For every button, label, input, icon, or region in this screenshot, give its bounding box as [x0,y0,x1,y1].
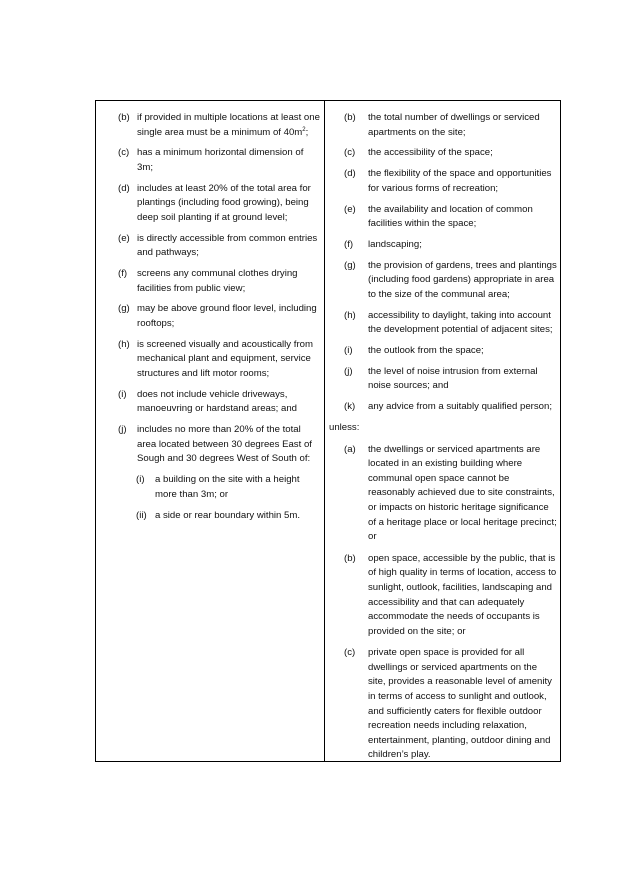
list-item [118,232,322,261]
sub-list-item [136,509,322,524]
list-item [344,344,557,359]
condition-item [344,443,557,545]
unless-clause: unless: [329,421,360,433]
condition-label: (a) [344,443,356,455]
item-label: (c) [344,147,356,159]
item-label: (e) [118,232,130,244]
list-item [344,259,557,303]
item-text: the flexibility of the space and opportunities for various forms of recreation; [368,168,552,194]
item-label: (k) [344,401,356,413]
condition-label: (b) [344,552,356,564]
item-label: (j) [344,365,353,377]
item-label: (b) [118,112,130,123]
item-text: may be above ground floor level, including rooftops; [137,303,317,330]
list-item [118,146,322,175]
list-item [118,423,322,467]
item-text: does not include vehicle driveways, manoeuvring or hardstand areas; and [137,388,297,415]
list-item [118,111,322,140]
condition-label: (c) [344,647,356,659]
item-text: the availability and location of common facilities within the space; [368,203,533,230]
item-text: has a minimum horizontal dimension of 3m; [137,147,304,173]
condition-text: the dwellings or serviced apartments are located in an existing building where communal open space cannot be reasonably achieved due to site constraints, or impacts on historic heritage significance of a heritage place or local heritage precinct; or [368,443,557,543]
item-text: includes at least 20% of the total area for plantings (including food growing), being deep soil planting if at ground level; [137,182,311,223]
list-item [118,182,322,226]
condition-item [344,552,557,640]
list-item [344,309,557,338]
list-item [344,146,557,161]
item-label: (j) [118,424,127,436]
item-label: (i) [118,388,127,400]
left-column [118,111,322,529]
item-label: (f) [344,238,354,250]
item-text: is directly accessible from common entries and pathways; [137,232,318,259]
superscript: 2 [302,126,306,133]
list-item [118,338,322,382]
sub-item-label: (ii) [136,509,147,521]
sub-item-text: a side or rear boundary within 5m. [155,509,301,521]
item-label: (e) [344,203,356,215]
column-divider [324,101,325,761]
item-label: (g) [118,303,130,315]
item-label: (h) [118,338,130,350]
item-text: the provision of gardens, trees and plantings (including food gardens) appropriate in area to the size of the communal area; [368,259,557,300]
list-item [344,167,557,196]
item-text: includes no more than 20% of the total area located between 30 degrees East of Sough and 30 degrees West of South of: [137,424,312,465]
item-label: (c) [118,147,130,159]
sub-list-item [136,473,322,502]
provisions-table [95,100,561,762]
item-text: screens any communal clothes drying facilities from public view; [137,268,298,294]
item-text: accessibility to daylight, taking into account the development potential of adjacent sites; [368,309,553,336]
item-label: (f) [118,268,128,280]
item-text: landscaping; [368,238,422,250]
condition-item [344,646,557,763]
list-item [118,388,322,417]
item-text-part: if provided in multiple locations at least one single area must be a minimum of 40m [137,112,320,138]
item-label: (d) [118,182,130,194]
item-text-part: ; [305,126,309,138]
sub-item-text: a building on the site with a height more than 3m; or [155,474,300,500]
list-item [118,267,322,296]
item-text: the outlook from the space; [368,345,484,357]
list-item [344,203,557,232]
item-label: (d) [344,168,356,180]
list-item [344,400,557,415]
condition-text: open space, accessible by the public, that is of high quality in terms of location, access to sunlight, outlook, facilities, landscaping and accessibility and that can adequately accommodate the needs of occupants is provided on the site; or [368,552,557,637]
item-text [137,111,322,140]
list-item [118,302,322,331]
item-label: (i) [344,345,353,357]
sub-item-label: (i) [136,474,145,486]
condition-text: private open space is provided for all dwellings or serviced apartments on the site, provides a reasonable level of amenity in terms of access to sunlight and outlook, and sufficiently caters for flexible outdoor recreation needs including relaxation, entertainment, planting, outdoor dining and children’s play. [368,647,552,761]
item-text: the accessibility of the space; [368,147,493,159]
item-label: (b) [344,112,356,123]
item-label: (h) [344,309,356,321]
list-item [344,238,557,253]
item-text: any advice from a suitably qualified person; [368,401,552,413]
item-text: the level of noise intrusion from external noise sources; and [368,365,538,392]
item-label: (g) [344,259,356,271]
list-item [344,365,557,394]
item-text: is screened visually and acoustically from mechanical plant and equipment, service structures and lift motor rooms; [137,338,313,380]
list-item [344,111,557,140]
right-column [329,111,557,770]
item-text: the total number of dwellings or serviced apartments on the site; [368,112,540,138]
